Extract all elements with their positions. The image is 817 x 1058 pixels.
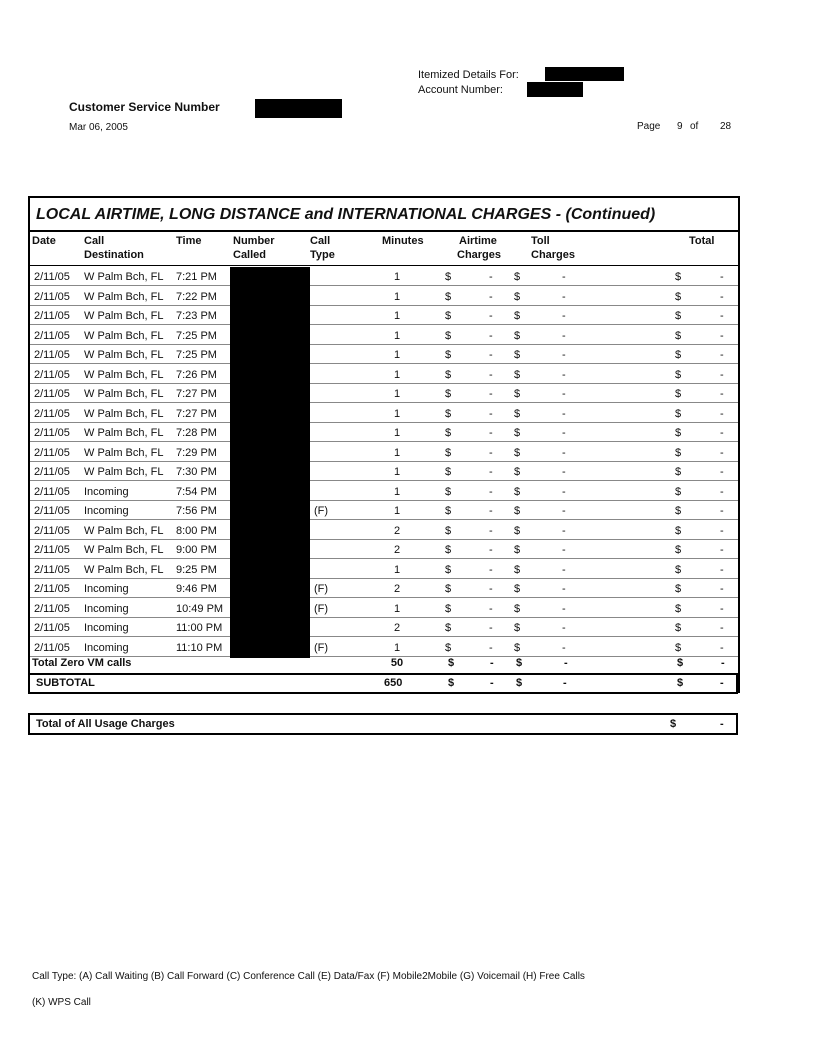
row-destination: W Palm Bch, FL [84, 524, 164, 537]
row-airtime-dash: - [489, 349, 493, 361]
row-total-dash: - [720, 485, 724, 498]
col-call-destination-line2: Destination [84, 249, 144, 261]
row-call-type: (F) [314, 505, 329, 517]
row-toll-dash: - [562, 271, 566, 283]
row-total-dash: - [720, 368, 724, 381]
row-minutes: 1 [393, 407, 401, 420]
table-row [30, 618, 738, 637]
row-total-currency: $ [675, 349, 682, 361]
row-total-dash: - [720, 524, 724, 537]
row-destination: Incoming [84, 505, 129, 517]
page-of: of [690, 121, 699, 132]
row-time: 7:25 PM [176, 349, 217, 361]
row-airtime-currency: $ [445, 388, 452, 400]
row-destination: Incoming [84, 622, 129, 634]
row-airtime-currency: $ [445, 485, 452, 498]
row-total-currency: $ [675, 446, 682, 459]
row-total-dash: - [720, 583, 724, 595]
row-time: 7:26 PM [176, 368, 217, 381]
row-airtime-currency: $ [445, 310, 452, 322]
row-minutes: 1 [393, 427, 401, 439]
row-airtime-dash: - [489, 622, 493, 634]
row-total-currency: $ [675, 622, 682, 634]
itemized-details-label: Itemized Details For: [418, 69, 519, 81]
row-destination: W Palm Bch, FL [84, 290, 164, 303]
row-destination: W Palm Bch, FL [84, 563, 164, 576]
row-airtime-dash: - [489, 583, 493, 595]
row-airtime-dash: - [489, 290, 493, 303]
row-airtime-dash: - [489, 641, 493, 654]
row-total-currency: $ [675, 602, 682, 615]
row-minutes: 1 [393, 329, 401, 342]
row-airtime-dash: - [489, 271, 493, 283]
row-time: 9:46 PM [176, 583, 217, 595]
subtotal-total-currency: $ [677, 677, 684, 689]
row-destination: W Palm Bch, FL [84, 310, 164, 322]
row-total-dash: - [720, 349, 724, 361]
subtotal-toll-currency: $ [516, 677, 523, 689]
total-usage-label: Total of All Usage Charges [36, 718, 175, 730]
row-destination: W Palm Bch, FL [84, 466, 164, 478]
redacted-name [545, 67, 624, 81]
row-toll-dash: - [562, 368, 566, 381]
redacted-number-called-column [230, 267, 310, 658]
row-toll-dash: - [562, 349, 566, 361]
row-date: 2/11/05 [34, 505, 70, 517]
row-airtime-currency: $ [445, 602, 452, 615]
total-zero-vm-total-dash: - [721, 657, 725, 669]
subtotal-airtime-currency: $ [448, 677, 455, 689]
table-row [30, 482, 738, 501]
row-toll-dash: - [562, 485, 566, 498]
row-toll-dash: - [562, 310, 566, 322]
row-airtime-dash: - [489, 427, 493, 439]
total-zero-vm-row [30, 653, 738, 672]
total-usage-currency: $ [670, 718, 677, 730]
total-zero-vm-minutes: 50 [390, 657, 404, 669]
row-airtime-currency: $ [445, 524, 452, 537]
row-total-dash: - [720, 544, 724, 556]
row-date: 2/11/05 [34, 544, 70, 556]
row-date: 2/11/05 [34, 641, 70, 654]
table-row [30, 540, 738, 559]
row-total-dash: - [720, 446, 724, 459]
row-minutes: 1 [393, 290, 401, 303]
row-date: 2/11/05 [34, 466, 70, 478]
col-minutes [382, 234, 424, 248]
row-total-dash: - [720, 407, 724, 420]
row-minutes: 1 [393, 388, 401, 400]
subtotal-airtime-dash: - [490, 677, 494, 689]
total-zero-vm-airtime-currency: $ [448, 657, 455, 669]
row-airtime-dash: - [489, 544, 493, 556]
row-minutes: 1 [393, 641, 401, 654]
row-toll-currency: $ [514, 466, 521, 478]
row-time: 11:00 PM [176, 622, 223, 634]
col-time-label: Time [176, 235, 202, 247]
row-toll-currency: $ [514, 446, 521, 459]
table-row [30, 579, 738, 598]
row-minutes: 2 [393, 622, 401, 634]
row-airtime-dash: - [489, 407, 493, 420]
row-airtime-currency: $ [445, 349, 452, 361]
row-airtime-dash: - [489, 485, 493, 498]
col-number-called [233, 234, 275, 262]
row-time: 11:10 PM [176, 641, 223, 654]
page-label: Page [637, 121, 661, 132]
table-row [30, 462, 738, 481]
row-date: 2/11/05 [34, 427, 70, 439]
row-toll-dash: - [562, 563, 566, 576]
row-destination: Incoming [84, 602, 129, 615]
col-call-destination [84, 234, 144, 262]
redacted-customer-service-number [255, 99, 342, 118]
row-airtime-currency: $ [445, 505, 452, 517]
total-zero-vm-airtime-dash: - [490, 657, 494, 669]
row-total-dash: - [720, 505, 724, 517]
row-minutes: 1 [393, 349, 401, 361]
row-time: 7:23 PM [176, 310, 217, 322]
subtotal-toll-dash: - [563, 677, 567, 689]
row-toll-currency: $ [514, 388, 521, 400]
row-airtime-dash: - [489, 368, 493, 381]
row-date: 2/11/05 [34, 310, 70, 322]
table-row [30, 423, 738, 442]
col-call-type-line2: Type [310, 249, 335, 261]
row-toll-currency: $ [514, 290, 521, 303]
col-date-label: Date [32, 235, 56, 247]
row-toll-dash: - [562, 407, 566, 420]
row-airtime-dash: - [489, 329, 493, 342]
row-total-currency: $ [675, 427, 682, 439]
row-airtime-dash: - [489, 563, 493, 576]
row-minutes: 1 [393, 505, 401, 517]
table-row [30, 345, 738, 364]
row-toll-currency: $ [514, 329, 521, 342]
row-date: 2/11/05 [34, 583, 70, 595]
subtotal-box [28, 673, 738, 694]
row-total-dash: - [720, 310, 724, 322]
call-type-legend: Call Type: (A) Call Waiting (B) Call Forward (C) Conference Call (E) Data/Fax (F) Mobile2Mobile (G) Voicemail (H) Free Calls [32, 971, 585, 982]
row-airtime-currency: $ [445, 583, 452, 595]
customer-service-label: Customer Service Number [69, 100, 220, 114]
row-destination: W Palm Bch, FL [84, 427, 164, 439]
row-airtime-currency: $ [445, 466, 452, 478]
row-destination: W Palm Bch, FL [84, 271, 164, 283]
row-airtime-currency: $ [445, 446, 452, 459]
row-destination: W Palm Bch, FL [84, 368, 164, 381]
row-airtime-dash: - [489, 524, 493, 537]
row-time: 7:28 PM [176, 427, 217, 439]
row-airtime-currency: $ [445, 271, 452, 283]
row-toll-currency: $ [514, 349, 521, 361]
table-row [30, 365, 738, 384]
row-date: 2/11/05 [34, 485, 70, 498]
row-toll-currency: $ [514, 427, 521, 439]
row-destination: W Palm Bch, FL [84, 349, 164, 361]
row-airtime-currency: $ [445, 544, 452, 556]
col-number-called-line2: Called [233, 249, 267, 261]
row-total-currency: $ [675, 466, 682, 478]
row-toll-currency: $ [514, 524, 521, 537]
table-row [30, 560, 738, 579]
col-time [176, 234, 201, 248]
row-total-currency: $ [675, 407, 682, 420]
row-toll-dash: - [562, 427, 566, 439]
row-toll-currency: $ [514, 641, 521, 654]
total-zero-vm-total-currency: $ [677, 657, 684, 669]
col-call-type [310, 234, 335, 262]
row-total-currency: $ [675, 524, 682, 537]
page-total: 28 [720, 121, 732, 132]
row-total-currency: $ [675, 329, 682, 342]
row-total-currency: $ [675, 310, 682, 322]
table-row [30, 287, 738, 306]
row-destination: Incoming [84, 485, 129, 498]
row-date: 2/11/05 [34, 349, 70, 361]
row-time: 9:25 PM [176, 563, 217, 576]
statement-date: Mar 06, 2005 [69, 122, 128, 133]
row-date: 2/11/05 [34, 271, 70, 283]
row-time: 10:49 PM [176, 602, 224, 615]
row-toll-currency: $ [514, 583, 521, 595]
row-toll-dash: - [562, 388, 566, 400]
subtotal-total-dash: - [720, 677, 724, 689]
row-toll-dash: - [562, 544, 566, 556]
row-toll-dash: - [562, 602, 566, 615]
row-total-dash: - [720, 271, 724, 283]
row-date: 2/11/05 [34, 368, 70, 381]
row-minutes: 1 [393, 446, 401, 459]
row-call-type: (F) [314, 583, 329, 595]
row-minutes: 1 [393, 602, 401, 615]
row-destination: W Palm Bch, FL [84, 329, 164, 342]
row-toll-dash: - [562, 641, 566, 654]
row-minutes: 1 [393, 563, 401, 576]
section-title: LOCAL AIRTIME, LONG DISTANCE and INTERNATIONAL CHARGES - (Continued) [36, 206, 656, 223]
row-destination: W Palm Bch, FL [84, 388, 164, 400]
row-minutes: 2 [393, 583, 401, 595]
row-minutes: 2 [393, 544, 401, 556]
row-airtime-dash: - [489, 310, 493, 322]
row-time: 7:25 PM [176, 329, 217, 342]
row-total-dash: - [720, 563, 724, 576]
table-row [30, 384, 738, 403]
col-number-called-line1: Number [233, 235, 275, 247]
table-row [30, 521, 738, 540]
row-airtime-currency: $ [445, 427, 452, 439]
row-time: 7:30 PM [176, 466, 217, 478]
total-usage-dash: - [720, 718, 724, 730]
table-row [30, 404, 738, 423]
row-airtime-currency: $ [445, 563, 452, 576]
row-airtime-dash: - [489, 602, 493, 615]
row-toll-dash: - [562, 466, 566, 478]
col-minutes-label: Minutes [382, 235, 424, 247]
row-total-dash: - [720, 602, 724, 615]
col-toll-line1: Toll [531, 235, 550, 247]
table-row [30, 501, 738, 520]
row-total-currency: $ [675, 271, 682, 283]
row-toll-dash: - [562, 622, 566, 634]
total-zero-vm-toll-currency: $ [516, 657, 523, 669]
col-total [689, 234, 714, 248]
row-total-currency: $ [675, 505, 682, 517]
table-row [30, 599, 738, 618]
row-time: 7:27 PM [176, 407, 217, 420]
table-row [30, 306, 738, 325]
row-total-currency: $ [675, 290, 682, 303]
total-zero-vm-label: Total Zero VM calls [32, 657, 132, 669]
redacted-account-number [527, 82, 583, 97]
col-call-destination-line1: Call [84, 235, 105, 247]
row-destination: Incoming [84, 583, 129, 595]
row-toll-currency: $ [514, 602, 521, 615]
row-total-currency: $ [675, 544, 682, 556]
row-date: 2/11/05 [34, 388, 70, 400]
row-airtime-currency: $ [445, 622, 452, 634]
row-total-currency: $ [675, 563, 682, 576]
charges-section [28, 196, 740, 693]
row-time: 7:54 PM [176, 485, 217, 498]
col-airtime-line2: Charges [457, 249, 502, 261]
row-date: 2/11/05 [34, 446, 70, 459]
row-date: 2/11/05 [34, 329, 70, 342]
row-destination: W Palm Bch, FL [84, 446, 164, 459]
row-date: 2/11/05 [34, 622, 70, 634]
row-total-currency: $ [675, 583, 682, 595]
row-destination: Incoming [84, 641, 129, 654]
row-airtime-dash: - [489, 388, 493, 400]
row-date: 2/11/05 [34, 563, 70, 576]
row-toll-currency: $ [514, 544, 521, 556]
row-total-currency: $ [675, 388, 682, 400]
row-total-dash: - [720, 329, 724, 342]
row-airtime-currency: $ [445, 329, 452, 342]
row-total-currency: $ [675, 485, 682, 498]
row-airtime-dash: - [489, 505, 493, 517]
row-toll-dash: - [562, 583, 566, 595]
row-call-type: (F) [314, 641, 329, 654]
col-date [32, 234, 56, 248]
row-call-type: (F) [314, 602, 329, 615]
subtotal-label: SUBTOTAL [36, 677, 95, 689]
row-time: 7:22 PM [176, 290, 217, 303]
row-date: 2/11/05 [34, 524, 70, 537]
row-date: 2/11/05 [34, 407, 70, 420]
row-time: 9:00 PM [176, 544, 217, 556]
row-toll-currency: $ [514, 505, 521, 517]
row-toll-currency: $ [514, 563, 521, 576]
row-toll-currency: $ [514, 368, 521, 381]
row-minutes: 1 [393, 485, 401, 498]
row-toll-dash: - [562, 290, 566, 303]
row-toll-currency: $ [514, 407, 521, 420]
row-total-dash: - [720, 290, 724, 303]
row-total-currency: $ [675, 368, 682, 381]
row-time: 7:27 PM [176, 388, 217, 400]
row-minutes: 1 [393, 368, 401, 381]
row-date: 2/11/05 [34, 602, 70, 615]
col-toll-line2: Charges [531, 249, 576, 261]
account-number-label: Account Number: [418, 84, 503, 96]
row-toll-dash: - [562, 446, 566, 459]
total-usage-box [28, 713, 738, 735]
col-toll [531, 234, 575, 262]
row-time: 8:00 PM [176, 524, 217, 537]
title-divider [30, 230, 738, 232]
row-time: 7:21 PM [176, 271, 217, 283]
row-total-dash: - [720, 388, 724, 400]
header-divider [30, 265, 738, 266]
subtotal-minutes: 650 [384, 677, 403, 689]
row-airtime-currency: $ [445, 407, 452, 420]
row-total-currency: $ [675, 641, 682, 654]
row-total-dash: - [720, 622, 724, 634]
row-time: 7:56 PM [176, 505, 217, 517]
row-airtime-currency: $ [445, 290, 452, 303]
row-total-dash: - [720, 641, 724, 654]
row-minutes: 2 [393, 524, 401, 537]
row-total-dash: - [720, 427, 724, 439]
row-airtime-dash: - [489, 446, 493, 459]
row-toll-currency: $ [514, 271, 521, 283]
row-toll-dash: - [562, 524, 566, 537]
row-toll-currency: $ [514, 485, 521, 498]
row-destination: W Palm Bch, FL [84, 407, 164, 420]
table-row [30, 443, 738, 462]
row-airtime-currency: $ [445, 641, 452, 654]
col-total-label: Total [689, 235, 715, 247]
row-destination: W Palm Bch, FL [84, 544, 164, 556]
row-minutes: 1 [393, 310, 401, 322]
table-row [30, 267, 738, 286]
col-airtime [457, 234, 501, 262]
row-date: 2/11/05 [34, 290, 70, 303]
row-toll-currency: $ [514, 310, 521, 322]
col-call-type-line1: Call [310, 235, 331, 247]
row-minutes: 1 [393, 466, 401, 478]
row-toll-dash: - [562, 505, 566, 517]
row-toll-currency: $ [514, 622, 521, 634]
page-current: 9 [677, 121, 683, 132]
row-time: 7:29 PM [176, 446, 217, 459]
col-airtime-line1: Airtime [459, 235, 497, 247]
total-zero-vm-toll-dash: - [564, 657, 568, 669]
call-type-legend-line2: (K) WPS Call [32, 997, 91, 1008]
row-total-dash: - [720, 466, 724, 478]
table-row [30, 326, 738, 345]
row-airtime-currency: $ [445, 368, 452, 381]
row-toll-dash: - [562, 329, 566, 342]
row-airtime-dash: - [489, 466, 493, 478]
row-minutes: 1 [393, 271, 401, 283]
